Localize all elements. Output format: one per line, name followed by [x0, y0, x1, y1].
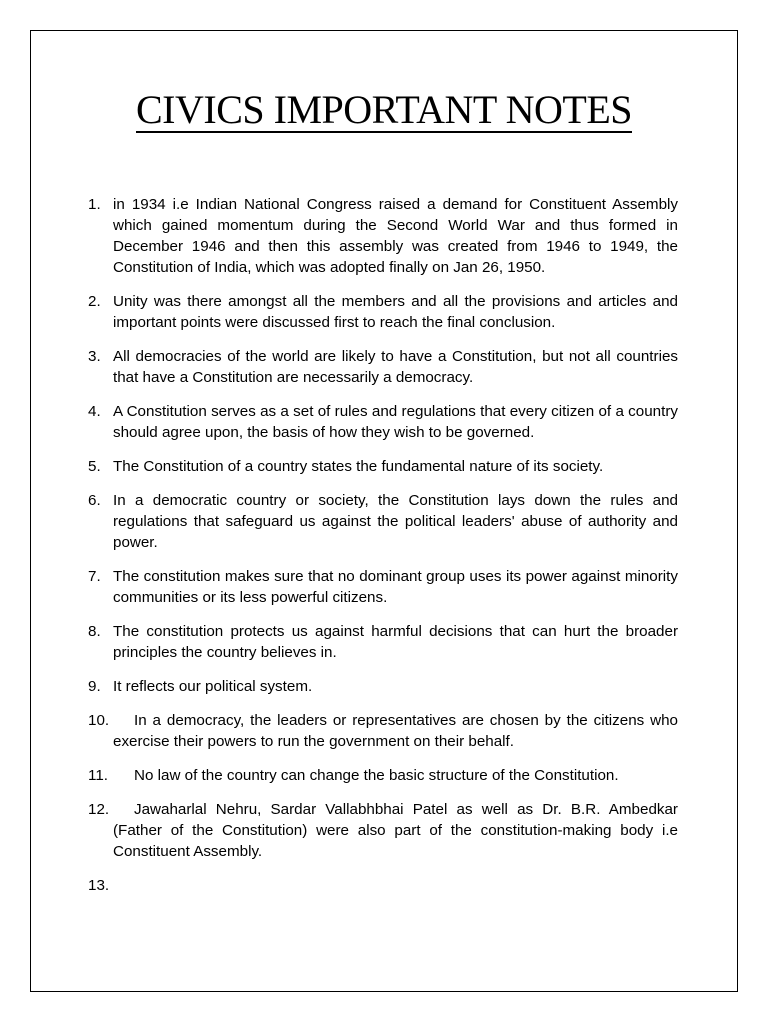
list-item-text: It reflects our political system.	[113, 678, 313, 695]
list-item-number: 13.	[88, 877, 110, 894]
list-item-number: 6.	[88, 492, 101, 509]
list-item-number: 1.	[88, 196, 101, 213]
list-item-text: A Constitution serves as a set of rules and regulations that every citizen of a country should agree upon, the basis of how they wish to be governed.	[113, 403, 678, 441]
page-title	[0, 86, 768, 134]
list-item-text: Unity was there amongst all the members and all the provisions and articles and important points were discussed first to reach the final conclusion.	[113, 293, 678, 331]
notes-list	[88, 194, 678, 909]
list-item	[88, 456, 678, 477]
list-item-text: In a democratic country or society, the Constitution lays down the rules and regulations that safeguard us against the political leaders' abuse of authority and power.	[113, 492, 678, 551]
list-item-text: in 1934 i.e Indian National Congress raised a demand for Constituent Assembly which gained momentum during the Second World War and thus formed in December 1946 and then this assembly was created from 1946 to 1949, the Constitution of India, which was adopted finally on Jan 26, 1950.	[113, 196, 678, 276]
list-item-number: 3.	[88, 348, 101, 365]
list-item-number: 9.	[88, 678, 101, 695]
list-item-number: 11.	[88, 767, 108, 784]
list-item-number: 5.	[88, 458, 101, 475]
list-item-text: The constitution protects us against harmful decisions that can hurt the broader principles the country believes in.	[113, 623, 678, 661]
list-item-number: 8.	[88, 623, 101, 640]
list-item-text: All democracies of the world are likely to have a Constitution, but not all countries that have a Constitution are necessarily a democracy.	[113, 348, 678, 386]
list-item-number: 4.	[88, 403, 101, 420]
list-item-text: The Constitution of a country states the fundamental nature of its society.	[113, 458, 604, 475]
list-item	[88, 401, 678, 443]
list-item-number: 2.	[88, 293, 101, 310]
page-title-text: CIVICS IMPORTANT NOTES	[135, 87, 633, 132]
list-item	[88, 710, 678, 752]
list-item	[88, 490, 678, 553]
list-item-number: 12.	[88, 801, 110, 818]
list-item	[88, 799, 678, 862]
list-item	[88, 621, 678, 663]
list-item	[88, 566, 678, 608]
list-item-text: No law of the country can change the basic structure of the Constitution.	[134, 767, 619, 784]
list-item-text: The constitution makes sure that no dominant group uses its power against minority communities or its less powerful citizens.	[113, 568, 678, 606]
list-item	[88, 194, 678, 278]
list-item	[88, 291, 678, 333]
list-item-number: 10.	[88, 712, 110, 729]
list-item	[88, 765, 678, 786]
list-item-number: 7.	[88, 568, 101, 585]
list-item	[88, 875, 678, 896]
list-item-text: In a democracy, the leaders or representatives are chosen by the citizens who exercise their powers to run the government on their behalf.	[113, 712, 678, 750]
list-item	[88, 676, 678, 697]
list-item	[88, 346, 678, 388]
list-item-text: Jawaharlal Nehru, Sardar Vallabhbhai Patel as well as Dr. B.R. Ambedkar (Father of the Constitution) were also part of the constitution-making body i.e Constituent Assembly.	[113, 801, 678, 860]
